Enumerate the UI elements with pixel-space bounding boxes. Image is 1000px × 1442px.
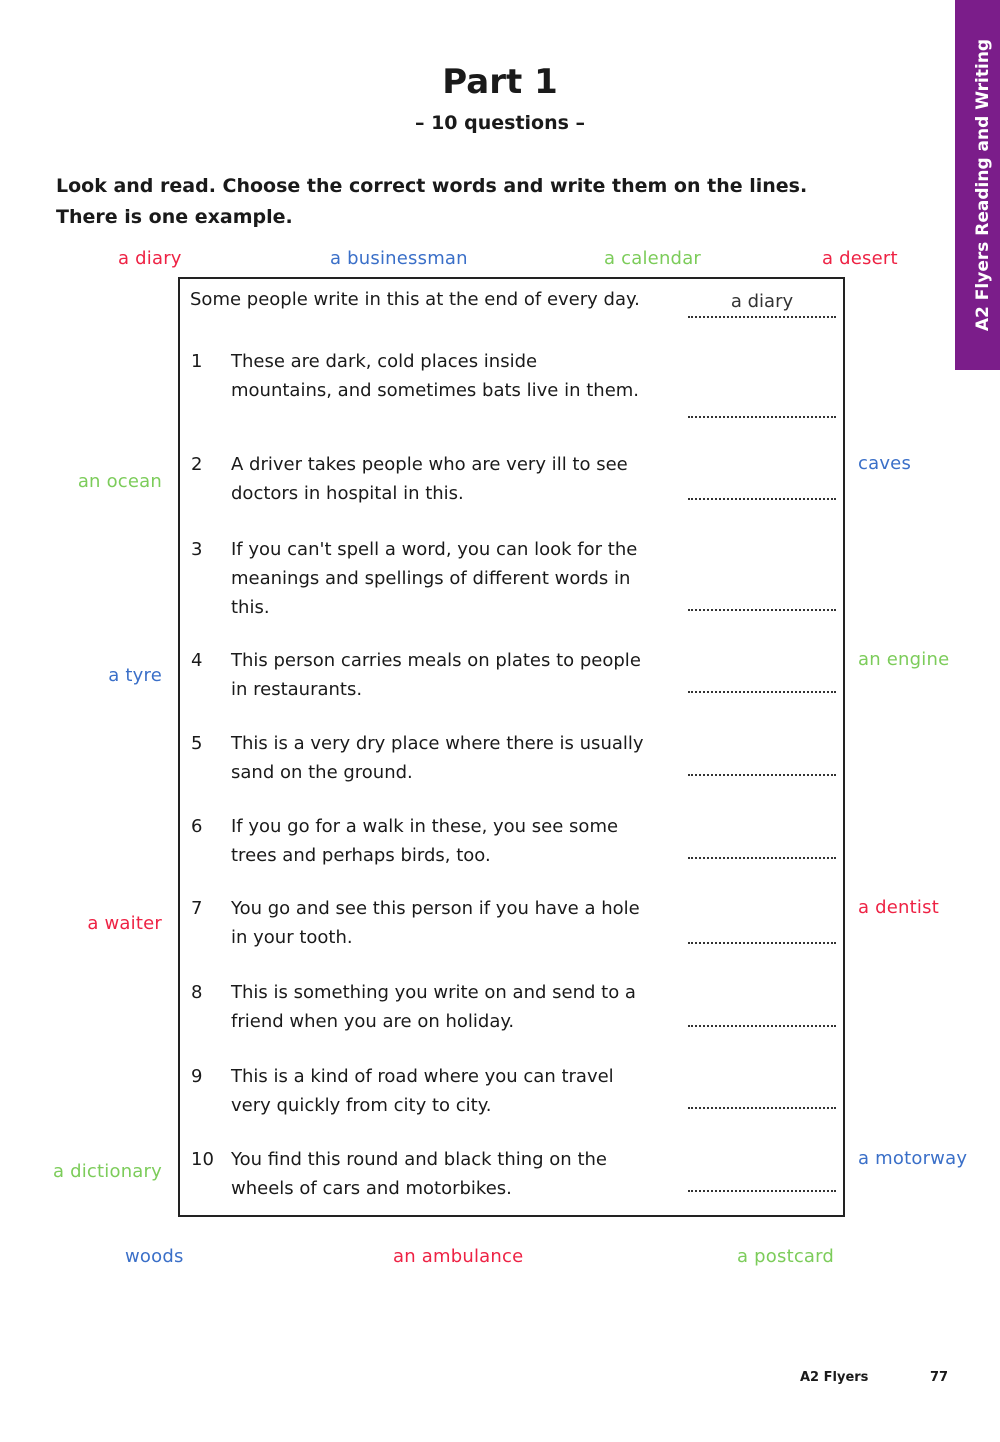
question-text: This is something you write on and send to a friend when you are on holiday.: [231, 982, 636, 1032]
word-a-tyre: a tyre: [108, 665, 162, 686]
footer-label: A2 Flyers: [800, 1370, 869, 1385]
question-number: 6: [191, 816, 203, 837]
word-caves: caves: [858, 453, 912, 474]
answer-line-2[interactable]: [688, 498, 836, 500]
word-a-calendar: a calendar: [604, 248, 702, 269]
answer-line-9[interactable]: [688, 1107, 836, 1109]
answer-line-6[interactable]: [688, 857, 836, 859]
answer-line-1[interactable]: [688, 416, 836, 418]
word-an-ambulance: an ambulance: [393, 1246, 524, 1267]
question-number: 2: [191, 454, 203, 475]
word-a-dentist: a dentist: [858, 897, 939, 918]
answer-line-10[interactable]: [688, 1190, 836, 1192]
word-a-dictionary: a dictionary: [52, 1161, 162, 1182]
instruction-line-1: Look and read. Choose the correct words and write them on the lines.: [56, 175, 808, 197]
word-a-motorway: a motorway: [858, 1148, 968, 1169]
word-a-postcard: a postcard: [737, 1246, 835, 1267]
question-text: You find this round and black thing on the wheels of cars and motorbikes.: [231, 1149, 607, 1199]
answer-line-5[interactable]: [688, 774, 836, 776]
question-number: 7: [191, 898, 203, 919]
example-answer: a diary: [730, 291, 794, 312]
question-number: 10: [191, 1149, 214, 1170]
word-an-ocean: an ocean: [77, 471, 162, 492]
page-number: 77: [930, 1370, 949, 1385]
question-text: If you can't spell a word, you can look for the meanings and spellings of different words in this.: [231, 539, 638, 618]
question-text: This person carries meals on plates to people in restaurants.: [231, 650, 641, 700]
question-number: 3: [191, 539, 203, 560]
answer-line-7[interactable]: [688, 942, 836, 944]
side-tab-label: A2 Flyers Reading and Writing: [973, 38, 993, 332]
question-number: 9: [191, 1066, 203, 1087]
word-woods: woods: [125, 1246, 184, 1267]
question-number: 4: [191, 650, 203, 671]
instruction-line-2: There is one example.: [56, 206, 293, 228]
word-a-diary: a diary: [118, 248, 182, 269]
question-text: This is a kind of road where you can travel very quickly from city to city.: [231, 1066, 614, 1116]
answer-line-3[interactable]: [688, 609, 836, 611]
word-a-businessman: a businessman: [330, 248, 468, 269]
question-text: If you go for a walk in these, you see some trees and perhaps birds, too.: [231, 816, 619, 866]
question-text: These are dark, cold places inside mountains, and sometimes bats live in them.: [231, 351, 640, 401]
answer-line-4[interactable]: [688, 691, 836, 693]
word-a-waiter: a waiter: [87, 913, 162, 934]
question-number: 5: [191, 733, 203, 754]
example-answer-line: [688, 316, 836, 318]
question-number: 1: [191, 351, 203, 372]
question-number: 8: [191, 982, 203, 1003]
word-an-engine: an engine: [858, 649, 950, 670]
answer-line-8[interactable]: [688, 1025, 836, 1027]
question-text: You go and see this person if you have a hole in your tooth.: [231, 898, 640, 948]
question-text: A driver takes people who are very ill to see doctors in hospital in this.: [231, 454, 628, 504]
page-subtitle: – 10 questions –: [414, 112, 586, 134]
example-text: Some people write in this at the end of every day.: [190, 289, 640, 310]
word-a-desert: a desert: [822, 248, 898, 269]
page-title: Part 1: [442, 62, 558, 102]
question-text: This is a very dry place where there is usually sand on the ground.: [231, 733, 644, 783]
